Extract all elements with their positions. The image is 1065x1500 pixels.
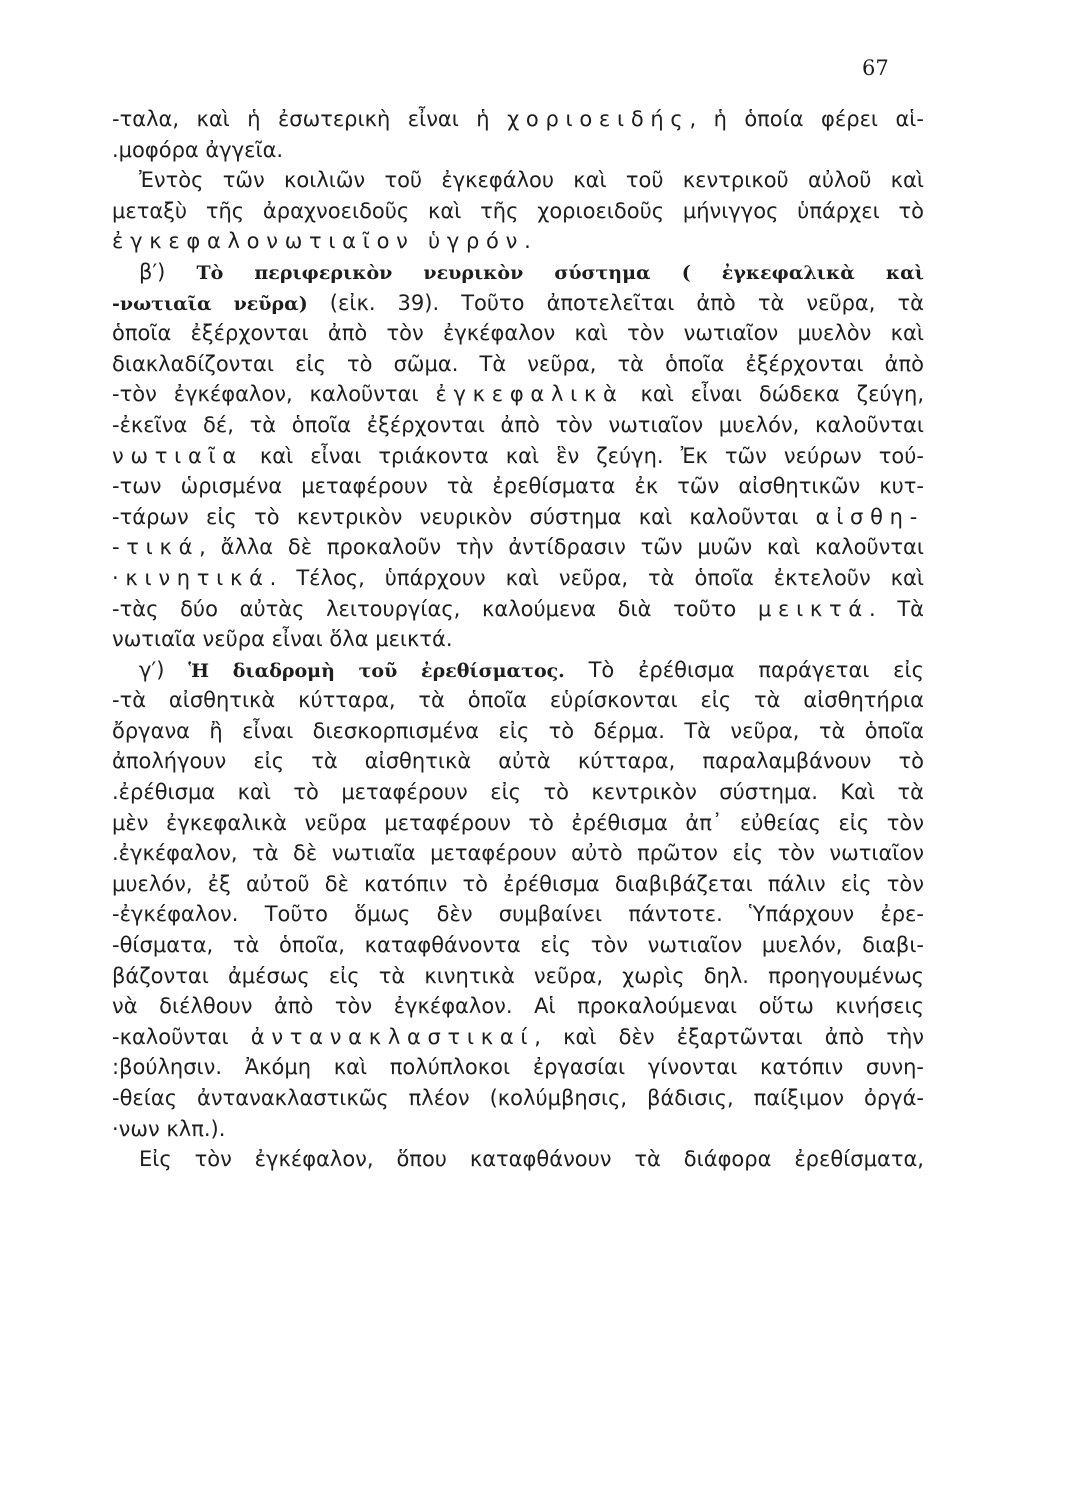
text-line: ἐγκεφαλονωτιαῖον ὑγρόν. [112, 229, 531, 254]
text-line: -τάρων εἰς τὸ κεντρικὸν νευρικὸν σύστημα καὶ καλοῦνται αἰσθη- [112, 504, 924, 529]
text-line: διακλαδίζονται εἰς τὸ σῶμα. Τὰ νεῦρα, τὰ ὁποῖα ἐξέρχονται ἀπὸ [112, 351, 924, 376]
text-line: ἀπολήγουν εἰς τὰ αἰσθητικὰ αὐτὰ κύτταρα, παραλαμβάνουν τὸ [112, 749, 924, 774]
text-line: -τικά, ἄλλα δὲ προκαλοῦν τὴν ἀντίδρασιν τῶν μυῶν καὶ καλοῦνται [112, 535, 924, 560]
text-line: ὄργανα ἢ εἶναι διεσκορπισμένα εἰς τὸ δέρμα. Τὰ νεῦρα, τὰ ὁποῖα [112, 718, 924, 743]
body-text [112, 104, 924, 1175]
text-line: -ταλα, καὶ ἡ ἐσωτερικὴ εἶναι ἡ χοριοειδής, ἡ ὁποία φέρει αἱ- [112, 107, 924, 131]
text-line: μυελόν, ἐξ αὐτοῦ δὲ κατόπιν τὸ ἐρέθισμα διαβιβάζεται πάλιν εἰς τὸν [112, 871, 924, 896]
text-line: βάζονται ἀμέσως εἰς τὰ κινητικὰ νεῦρα, χωρὶς δηλ. προηγουμένως [112, 963, 924, 988]
text-line: Ἐντὸς τῶν κοιλιῶν τοῦ ἐγκεφάλου καὶ τοῦ κεντρικοῦ αὐλοῦ καὶ [139, 168, 924, 193]
text-line: :βούλησιν. Ἀκόμη καὶ πολύπλοκοι ἐργασίαι γίνονται κατόπιν συνη- [112, 1055, 924, 1080]
text-line: -τὰς δύο αὐτὰς λειτουργίας, καλούμενα διὰ τοῦτο μεικτά. Τὰ [112, 596, 924, 621]
text-line: μεταξὺ τῆς ἀραχνοειδοῦς καὶ τῆς χοριοειδοῦς μήνιγγος ὑπάρχει τὸ [112, 198, 924, 223]
text-line: -τὰ αἰσθητικὰ κύτταρα, τὰ ὁποῖα εὑρίσκονται εἰς τὰ αἰσθητήρια [112, 688, 924, 713]
text-line: νὰ διέλθουν ἀπὸ τὸν ἐγκέφαλον. Αἱ προκαλούμεναι οὕτω κινήσεις [112, 994, 924, 1019]
text-line: .ἐγκέφαλον, τὰ δὲ νωτιαῖα μεταφέρουν αὐτὸ πρῶτον εἰς τὸν νωτιαῖον [112, 841, 924, 866]
section-heading-line: γ′) Ἡ διαδρομὴ τοῦ ἐρεθίσματος. Τὸ ἐρέθισμα παράγεται εἰς [139, 657, 924, 682]
text-line: -καλοῦνται ἀντανακλαστικαί, καὶ δὲν ἐξαρτῶνται ἀπὸ τὴν [112, 1024, 924, 1049]
text-line: ·νων κλπ.). [112, 1116, 226, 1141]
text-line: νωτιαῖα καὶ εἶναι τριάκοντα καὶ ἓν ζεύγη. Ἐκ τῶν νεύρων τού- [112, 443, 924, 468]
page-number: 67 [862, 56, 889, 80]
text-line: -θείας ἀντανακλαστικῶς πλέον (κολύμβησις, βάδισις, παίξιμον ὀργά- [112, 1086, 924, 1110]
text-line: ὁποῖα ἐξέρχονται ἀπὸ τὸν ἐγκέφαλον καὶ τὸν νωτιαῖον μυελὸν καὶ [112, 321, 924, 346]
text-line: -ἐγκέφαλον. Τοῦτο ὅμως δὲν συμβαίνει πάντοτε. Ὑπάρχουν ἐρε- [112, 902, 924, 927]
text-line: -ἐκεῖνα δέ, τὰ ὁποῖα ἐξέρχονται ἀπὸ τὸν νωτιαῖον μυελόν, καλοῦνται [112, 412, 924, 437]
text-line: -νωτιαῖα νεῦρα) (εἰκ. 39). Τοῦτο ἀποτελεῖται ἀπὸ τὰ νεῦρα, τὰ [112, 290, 924, 315]
text-line: -θίσματα, τὰ ὁποῖα, καταφθάνοντα εἰς τὸν νωτιαῖον μυελόν, διαβι- [112, 933, 924, 958]
section-heading-line: β′) Τὸ περιφερικὸν νευρικὸν σύστημα ( ἐγκεφαλικὰ καὶ [139, 259, 924, 284]
text-line: Εἰς τὸν ἐγκέφαλον, ὅπου καταφθάνουν τὰ διάφορα ἐρεθίσματα, [139, 1147, 924, 1172]
text-line: -τὸν ἐγκέφαλον, καλοῦνται ἐγκεφαλικὰ καὶ εἶναι δώδεκα ζεύγη, [112, 382, 924, 407]
text-line: -των ὡρισμένα μεταφέρουν τὰ ἐρεθίσματα ἐκ τῶν αἰσθητικῶν κυτ- [112, 474, 924, 499]
text-line: ·κινητικά. Τέλος, ὑπάρχουν καὶ νεῦρα, τὰ ὁποῖα ἐκτελοῦν καὶ [112, 565, 924, 590]
text-line: .ἐρέθισμα καὶ τὸ μεταφέρουν εἰς τὸ κεντρικὸν σύστημα. Καὶ τὰ [112, 780, 924, 805]
text-line: μὲν ἐγκεφαλικὰ νεῦρα μεταφέρουν τὸ ἐρέθισμα ἀπ᾽ εὐθείας εἰς τὸν [112, 810, 924, 835]
text-line: νωτιαῖα νεῦρα εἶναι ὅλα μεικτά. [112, 627, 453, 652]
text-line: .μοφόρα ἀγγεῖα. [112, 137, 284, 162]
